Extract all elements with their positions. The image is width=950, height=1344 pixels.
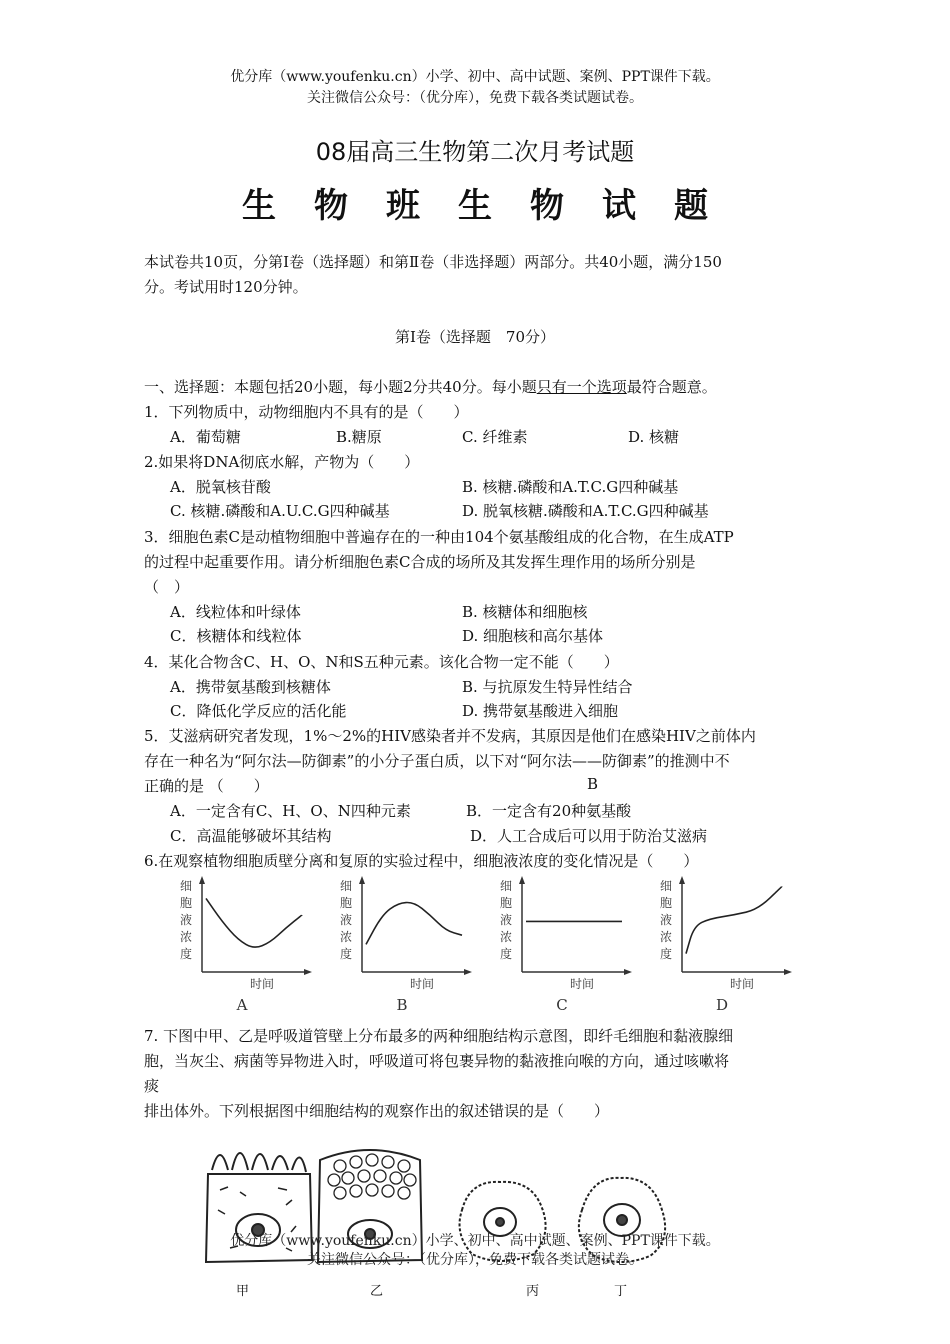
q1-option-d: D. 核糖: [628, 428, 680, 446]
q6-charts: [160, 872, 800, 1017]
q3-option-b: B. 核糖体和细胞核: [462, 603, 588, 621]
q4-option-d: D. 携带氨基酸进入细胞: [462, 702, 619, 720]
q5-stem-2: 存在一种名为“阿尔法—防御素”的小分子蛋白质，以下对“阿尔法——防御素”的推测中不: [144, 752, 730, 770]
chart-b-ylabel-char: 液: [339, 913, 353, 927]
q7-stem-4: 排出体外。下列根据图中细胞结构的观察作出的叙述错误的是（ ）: [144, 1102, 610, 1120]
chart-a-ylabel-char: 度: [179, 947, 193, 961]
chart-a-y-arrow: [199, 876, 205, 884]
section1-instruction: [144, 376, 717, 397]
chart-d-xlabel: 时间: [729, 977, 755, 991]
chart-c-x-arrow: [624, 969, 632, 975]
chart-b-xlabel: 时间: [409, 977, 435, 991]
q3-stem-3: （ ）: [144, 578, 190, 596]
chart-c-panel-label: C: [556, 996, 568, 1014]
chart-a-xlabel: 时间: [249, 977, 275, 991]
chart-c-xlabel: 时间: [569, 977, 595, 991]
q6-stem: 6.在观察植物细胞质壁分离和复原的实验过程中，细胞液浓度的变化情况是（ ）: [144, 852, 699, 870]
chart-b-ylabel-char: 细: [339, 879, 353, 893]
section1-suffix: 最符合题意。: [626, 378, 717, 396]
chart-d-ylabel-char: 度: [659, 947, 673, 961]
chart-b-y-arrow: [359, 876, 365, 884]
exam-subtitle: 生物班生物试题: [242, 186, 746, 226]
section1-prefix: 一、选择题：本题包括20小题，每小题2分共40分。每小题: [144, 378, 537, 396]
part1-heading: 第Ⅰ卷（选择题 70分）: [394, 328, 555, 346]
q1-option-c: C. 纤维素: [462, 428, 528, 446]
chart-b-ylabel-char: 胞: [339, 896, 353, 910]
q3-option-a: A．线粒体和叶绿体: [170, 603, 301, 621]
chart-a-x-arrow: [304, 969, 312, 975]
intro-line-2: 分。考试用时120分钟。: [144, 278, 308, 296]
cell-label-bing: 丙: [526, 1284, 540, 1299]
q1-option-b: B.糖原: [336, 428, 382, 446]
site-footer-line1: 优分库（www.youfenku.cn）小学、初中、高中试题、案例、PPT课件下载。: [230, 1233, 720, 1249]
section1-underlined: 只有一个选项: [536, 378, 627, 396]
chart-c-y-arrow: [519, 876, 525, 884]
chart-a-curve: [206, 898, 302, 947]
chart-d-ylabel-char: 液: [659, 913, 673, 927]
chart-d-ylabel-char: 浓: [659, 930, 673, 944]
chart-d-panel-label: D: [715, 996, 729, 1014]
site-header-line1: 优分库（www.youfenku.cn）小学、初中、高中试题、案例、PPT课件下载。: [230, 69, 720, 85]
chart-b-x-arrow: [464, 969, 472, 975]
chart-a-panel-label: A: [236, 996, 248, 1014]
cell-label-ding: 丁: [614, 1284, 628, 1299]
q5-stem-3: 正确的是 （ ）: [144, 777, 269, 795]
exam-title: 08届高三生物第二次月考试题: [315, 138, 635, 166]
q3-stem-2: 的过程中起重要作用。请分析细胞色素C合成的场所及其发挥生理作用的场所分别是: [144, 553, 696, 571]
q2-option-c: C. 核糖.磷酸和A.U.C.G四种碱基: [170, 502, 390, 520]
chart-d-x-arrow: [784, 969, 792, 975]
chart-d-y-arrow: [679, 876, 685, 884]
chart-c-ylabel-char: 浓: [499, 930, 513, 944]
q5-option-a: A．一定含有C、H、O、N四种元素: [170, 802, 411, 820]
chart-c-ylabel-char: 细: [499, 879, 513, 893]
q1-stem: 1．下列物质中，动物细胞内不具有的是（ ）: [144, 403, 469, 421]
q2-stem: 2.如果将DNA彻底水解，产物为（ ）: [144, 453, 420, 471]
cell-label-yi: 乙: [370, 1284, 384, 1299]
q7-stem-1: 7. 下图中甲、乙是呼吸道管壁上分布最多的两种细胞结构示意图，即纤毛细胞和黏液腺细: [144, 1027, 734, 1045]
q4-stem: 4．某化合物含C、H、O、N和S五种元素。该化合物一定不能（ ）: [144, 653, 619, 671]
chart-d-curve: [686, 886, 782, 953]
q3-option-d: D. 细胞核和高尔基体: [462, 627, 604, 645]
intro-line-1: 本试卷共10页，分第Ⅰ卷（选择题）和第Ⅱ卷（非选择题）两部分。共40小题，满分150: [144, 253, 722, 271]
chart-b-ylabel-char: 度: [339, 947, 353, 961]
q1-option-a: A．葡萄糖: [170, 428, 241, 446]
q3-stem-1: 3．细胞色素C是动植物细胞中普遍存在的一种由104个氨基酸组成的化合物，在生成ATP: [144, 528, 734, 546]
q5-option-b: B．一定含有20种氨基酸: [466, 802, 632, 820]
chart-b-curve: [366, 903, 462, 945]
site-header-line2: 关注微信公众号：（优分库），免费下载各类试题试卷。: [307, 90, 643, 106]
site-footer-line2: 关注微信公众号：（优分库），免费下载各类试题试卷。: [307, 1252, 643, 1268]
chart-a-ylabel-char: 胞: [179, 896, 193, 910]
chart-b-ylabel-char: 浓: [339, 930, 353, 944]
chart-b-panel-label: B: [396, 996, 408, 1014]
chart-c-ylabel-char: 胞: [499, 896, 513, 910]
q2-option-d: D. 脱氧核糖.磷酸和A.T.C.G四种碱基: [462, 502, 709, 520]
q2-option-b: B. 核糖.磷酸和A.T.C.G四种碱基: [462, 478, 679, 496]
chart-c-ylabel-char: 液: [499, 913, 513, 927]
chart-a-ylabel-char: 细: [179, 879, 193, 893]
chart-a-ylabel-char: 浓: [179, 930, 193, 944]
q5-option-d: D．人工合成后可以用于防治艾滋病: [470, 827, 708, 845]
q4-option-a: A．携带氨基酸到核糖体: [170, 678, 331, 696]
q2-option-a: A．脱氧核苷酸: [170, 478, 271, 496]
chart-c-ylabel-char: 度: [499, 947, 513, 961]
chart-d-ylabel-char: 细: [659, 879, 673, 893]
q5-option-c: C．高温能够破坏其结构: [170, 827, 332, 845]
q4-option-b: B. 与抗原发生特异性结合: [462, 678, 633, 696]
q5-answer: B: [587, 775, 599, 793]
q7-stem-2: 胞，当灰尘、病菌等异物进入时，呼吸道可将包裹异物的黏液推向喉的方向，通过咳嗽将: [144, 1052, 730, 1070]
q5-stem-1: 5．艾滋病研究者发现，1%～2%的HIV感染者并不发病，其原因是他们在感染HIV之前体内: [144, 727, 756, 745]
q7-stem-3: 痰: [144, 1077, 160, 1095]
q4-option-c: C．降低化学反应的活化能: [170, 702, 347, 720]
chart-d-ylabel-char: 胞: [659, 896, 673, 910]
cell-label-jia: 甲: [236, 1284, 250, 1299]
chart-a-ylabel-char: 液: [179, 913, 193, 927]
q3-option-c: C．核糖体和线粒体: [170, 627, 302, 645]
